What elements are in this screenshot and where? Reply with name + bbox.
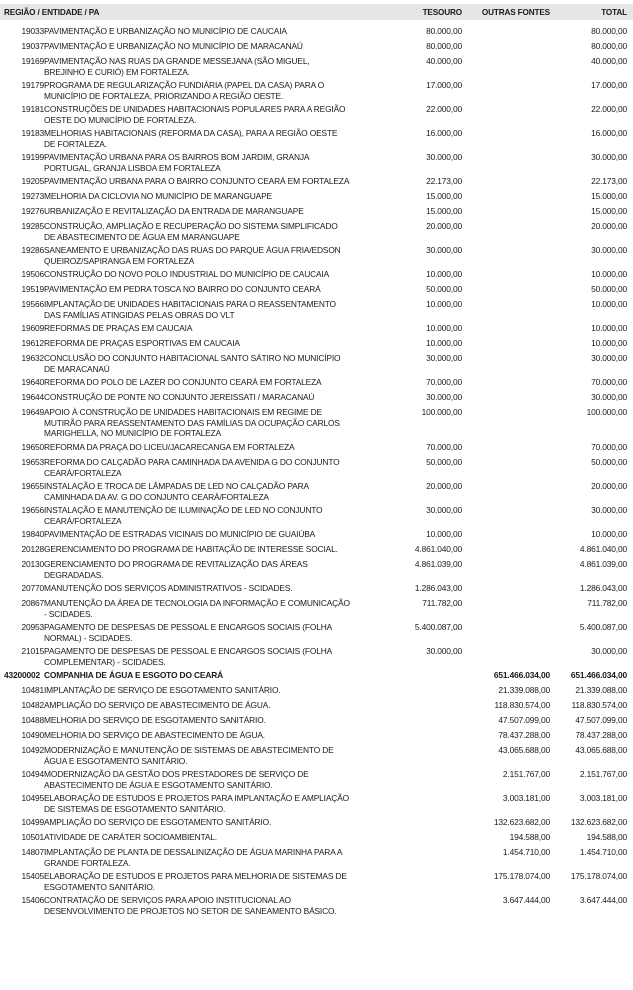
row-total-value: 118.830.574,00 xyxy=(571,700,627,710)
row-tesouro-value: 10.000,00 xyxy=(426,323,462,333)
row-tesouro-value: 30.000,00 xyxy=(426,505,462,515)
table-row xyxy=(0,622,633,646)
table-row xyxy=(0,895,633,919)
row-outras-fontes-value: 78.437.288,00 xyxy=(498,730,550,740)
table-row xyxy=(0,56,633,80)
row-total-value: 43.065.688,00 xyxy=(575,745,627,755)
row-description: AMPLIAÇÃO DO SERVIÇO DE ESGOTAMENTO SANITÁRIO. xyxy=(44,817,272,827)
row-description: AMPLIAÇÃO DO SERVIÇO DE ABASTECIMENTO DE ÁGUA. xyxy=(44,700,271,710)
row-tesouro-value: 70.000,00 xyxy=(426,442,462,452)
header-total: TOTAL xyxy=(601,8,627,17)
row-code: 10494 xyxy=(21,769,44,779)
row-description: IMPLANTAÇÃO DE UNIDADES HABITACIONAIS PARA O REASSENTAMENTO DAS FAMÍLIAS ATINGIDAS PELAS OBRAS DO VLT xyxy=(44,299,336,320)
table-row xyxy=(0,793,633,817)
row-description: GERENCIAMENTO DO PROGRAMA DE HABITAÇÃO DE INTERESSE SOCIAL. xyxy=(44,544,338,554)
row-code: 10488 xyxy=(21,715,44,725)
row-tesouro-value: 15.000,00 xyxy=(426,191,462,201)
row-code: 15405 xyxy=(21,871,44,881)
header-outras-fontes: OUTRAS FONTES xyxy=(481,8,550,17)
row-total-value: 30.000,00 xyxy=(591,505,627,515)
row-description: MANUTENÇÃO DA ÁREA DE TECNOLOGIA DA INFORMAÇÃO E COMUNICAÇÃO - SCIDADES. xyxy=(44,598,350,619)
row-description: PAVIMENTAÇÃO NAS RUAS DA GRANDE MESSEJANA (SÃO MIGUEL, BREJINHO E CURIÓ) EM FORTALEZA. xyxy=(44,56,310,77)
row-total-value: 3.003.181,00 xyxy=(579,793,627,803)
row-code: 19840 xyxy=(21,529,44,539)
table-row xyxy=(0,128,633,152)
row-tesouro-value: 100.000,00 xyxy=(421,407,462,417)
table-row xyxy=(0,353,633,377)
row-description: REFORMA DE PRAÇAS ESPORTIVAS EM CAUCAIA xyxy=(44,338,240,348)
row-description: REFORMA DO CALÇADÃO PARA CAMINHADA DA AVENIDA G DO CONJUNTO CEARÁ/FORTALEZA xyxy=(44,457,340,478)
row-description: PAVIMENTAÇÃO E URBANIZAÇÃO NO MUNICÍPIO DE MARACANAÚ xyxy=(44,41,303,51)
row-code: 19276 xyxy=(21,206,44,216)
row-tesouro-value: 80.000,00 xyxy=(426,41,462,51)
row-total-value: 30.000,00 xyxy=(591,353,627,363)
row-total-value: 20.000,00 xyxy=(591,221,627,231)
table-row xyxy=(0,715,633,730)
row-total-value: 80.000,00 xyxy=(591,26,627,36)
row-code: 10492 xyxy=(21,745,44,755)
row-description: SANEAMENTO E URBANIZAÇÃO DAS RUAS DO PARQUE ÁGUA FRIA/EDSON QUEIROZ/SAPIRANGA EM FORTALEZA xyxy=(44,245,341,266)
row-description: ATIVIDADE DE CARÁTER SOCIOAMBIENTAL. xyxy=(44,832,217,842)
row-outras-fontes-value: 132.623.682,00 xyxy=(493,817,550,827)
row-outras-fontes-value: 175.178.074,00 xyxy=(493,871,550,881)
row-tesouro-value: 10.000,00 xyxy=(426,299,462,309)
row-tesouro-value: 30.000,00 xyxy=(426,392,462,402)
row-outras-fontes-value: 3.647.444,00 xyxy=(502,895,550,905)
row-code: 10482 xyxy=(21,700,44,710)
row-total-value: 1.286.043,00 xyxy=(579,583,627,593)
row-total-value: 15.000,00 xyxy=(591,191,627,201)
row-description: PAVIMENTAÇÃO DE ESTRADAS VICINAIS DO MUNICÍPIO DE GUAIÚBA xyxy=(44,529,316,539)
row-description: APOIO À CONSTRUÇÃO DE UNIDADES HABITACIONAIS EM REGIME DE MUTIRÃO PARA REASSENTAMENTO DAS FAMÍLIAS DA OCUPAÇÃO CARLOS MARIGHELLA, NO MUNICÍPIO DE FORTALEZA xyxy=(44,407,340,439)
row-tesouro-value: 1.286.043,00 xyxy=(414,583,462,593)
row-description: PAVIMENTAÇÃO URBANA PARA O BAIRRO CONJUNTO CEARÁ EM FORTALEZA xyxy=(44,176,350,186)
table-row xyxy=(0,299,633,323)
row-tesouro-value: 20.000,00 xyxy=(426,481,462,491)
row-outras-fontes-value: 43.065.688,00 xyxy=(498,745,550,755)
row-total-value: 10.000,00 xyxy=(591,323,627,333)
row-outras-fontes-value: 3.003.181,00 xyxy=(502,793,550,803)
row-outras-fontes-value: 47.507.099,00 xyxy=(498,715,550,725)
table-row xyxy=(0,392,633,407)
row-tesouro-value: 30.000,00 xyxy=(426,646,462,656)
row-total-value: 30.000,00 xyxy=(591,392,627,402)
row-tesouro-value: 16.000,00 xyxy=(426,128,462,138)
row-total-value: 50.000,00 xyxy=(591,457,627,467)
row-total-value: 5.400.087,00 xyxy=(579,622,627,632)
table-row xyxy=(0,583,633,598)
row-description: CONSTRUÇÃO DE PONTE NO CONJUNTO JEREISSATI / MARACANAÚ xyxy=(44,392,315,402)
table-row xyxy=(0,323,633,338)
row-total-value: 711.782,00 xyxy=(587,598,627,608)
row-description: COMPANHIA DE ÁGUA E ESGOTO DO CEARÁ xyxy=(44,670,224,680)
row-total-value: 22.173,00 xyxy=(591,176,627,186)
row-total-value: 30.000,00 xyxy=(591,245,627,255)
row-code: 10499 xyxy=(21,817,44,827)
row-code: 19037 xyxy=(21,41,44,51)
row-code: 19199 xyxy=(21,152,44,162)
row-description: MANUTENÇÃO DOS SERVIÇOS ADMINISTRATIVOS - SCIDADES. xyxy=(44,583,293,593)
row-code: 10501 xyxy=(21,832,44,842)
row-total-value: 3.647.444,00 xyxy=(579,895,627,905)
row-code: 19653 xyxy=(21,457,44,467)
table-row xyxy=(0,442,633,457)
table-row xyxy=(0,745,633,769)
table-row xyxy=(0,221,633,245)
row-total-value: 78.437.288,00 xyxy=(575,730,627,740)
row-code: 14807 xyxy=(21,847,44,857)
row-code: 19650 xyxy=(21,442,44,452)
row-description: MELHORIA DA CICLOVIA NO MUNICÍPIO DE MARANGUAPE xyxy=(44,191,272,201)
row-outras-fontes-value: 21.339.088,00 xyxy=(498,685,550,695)
row-description: CONCLUSÃO DO CONJUNTO HABITACIONAL SANTO SÁTIRO NO MUNICÍPIO DE MARACANAÚ xyxy=(44,353,341,374)
row-total-value: 4.861.040,00 xyxy=(579,544,627,554)
row-total-value: 132.623.682,00 xyxy=(570,817,627,827)
table-row xyxy=(0,338,633,353)
table-row xyxy=(0,529,633,544)
table-row xyxy=(0,284,633,299)
row-tesouro-value: 30.000,00 xyxy=(426,353,462,363)
row-total-value: 10.000,00 xyxy=(591,269,627,279)
table-row xyxy=(0,598,633,622)
row-description: CONTRATAÇÃO DE SERVIÇOS PARA APOIO INSTITUCIONAL AO DESENVOLVIMENTO DE PROJETOS NO SETOR DE SANEAMENTO BÁSICO. xyxy=(44,895,337,916)
row-code: 19644 xyxy=(21,392,44,402)
table-header xyxy=(0,4,633,20)
row-total-value: 70.000,00 xyxy=(591,442,627,452)
row-code: 19656 xyxy=(21,505,44,515)
row-code: 19273 xyxy=(21,191,44,201)
row-description: IMPLANTAÇÃO DE PLANTA DE DESSALINIZAÇÃO DE ÁGUA MARINHA PARA A GRANDE FORTALEZA. xyxy=(44,847,342,868)
table-row xyxy=(0,730,633,745)
row-description: INSTALAÇÃO E MANUTENÇÃO DE ILUMINAÇÃO DE LED NO CONJUNTO CEARÁ/FORTALEZA xyxy=(44,505,323,526)
row-code: 10481 xyxy=(21,685,44,695)
row-code: 20130 xyxy=(21,559,44,569)
row-total-value: 2.151.767,00 xyxy=(579,769,627,779)
row-description: GERENCIAMENTO DO PROGRAMA DE REVITALIZAÇÃO DAS ÁREAS DEGRADADAS. xyxy=(44,559,308,580)
table-row xyxy=(0,700,633,715)
row-tesouro-value: 10.000,00 xyxy=(426,269,462,279)
row-total-value: 10.000,00 xyxy=(591,338,627,348)
row-code: 20953 xyxy=(21,622,44,632)
table-row xyxy=(0,646,633,670)
row-code: 19286 xyxy=(21,245,44,255)
table-row xyxy=(0,817,633,832)
row-tesouro-value: 30.000,00 xyxy=(426,245,462,255)
row-description: CONSTRUÇÕES DE UNIDADES HABITACIONAIS POPULARES PARA A REGIÃO OESTE DO MUNICÍPIO DE FORTALEZA. xyxy=(44,104,346,125)
row-total-value: 80.000,00 xyxy=(591,41,627,51)
row-total-value: 651.466.034,00 xyxy=(570,670,627,680)
row-tesouro-value: 5.400.087,00 xyxy=(414,622,462,632)
row-code: 20128 xyxy=(21,544,44,554)
row-total-value: 15.000,00 xyxy=(591,206,627,216)
row-description: REFORMA DO POLO DE LAZER DO CONJUNTO CEARÁ EM FORTALEZA xyxy=(44,377,322,387)
row-total-value: 22.000,00 xyxy=(591,104,627,114)
table-row xyxy=(0,871,633,895)
row-tesouro-value: 15.000,00 xyxy=(426,206,462,216)
row-outras-fontes-value: 651.466.034,00 xyxy=(493,670,550,680)
table-row xyxy=(0,245,633,269)
table-row xyxy=(0,80,633,104)
row-code: 19609 xyxy=(21,323,44,333)
row-outras-fontes-value: 118.830.574,00 xyxy=(494,700,550,710)
table-row xyxy=(0,481,633,505)
row-total-value: 16.000,00 xyxy=(591,128,627,138)
row-tesouro-value: 40.000,00 xyxy=(426,56,462,66)
row-code: 19649 xyxy=(21,407,44,417)
row-tesouro-value: 30.000,00 xyxy=(426,152,462,162)
table-row xyxy=(0,377,633,392)
row-code: 19640 xyxy=(21,377,44,387)
row-code: 19169 xyxy=(21,56,44,66)
row-description: CONSTRUÇÃO, AMPLIAÇÃO E RECUPERAÇÃO DO SISTEMA SIMPLIFICADO DE ABASTECIMENTO DE ÁGUA EM MARANGUAPE xyxy=(44,221,338,242)
row-total-value: 175.178.074,00 xyxy=(570,871,627,881)
row-total-value: 4.861.039,00 xyxy=(579,559,627,569)
header-tesouro: TESOURO xyxy=(422,8,462,17)
row-tesouro-value: 22.000,00 xyxy=(426,104,462,114)
table-row xyxy=(0,176,633,191)
row-description: MODERNIZAÇÃO E MANUTENÇÃO DE SISTEMAS DE ABASTECIMENTO DE ÁGUA E ESGOTAMENTO SANITÁRIO. xyxy=(44,745,334,766)
table-row xyxy=(0,847,633,871)
row-outras-fontes-value: 1.454.710,00 xyxy=(502,847,550,857)
table-row xyxy=(0,104,633,128)
row-total-value: 1.454.710,00 xyxy=(579,847,627,857)
row-total-value: 70.000,00 xyxy=(591,377,627,387)
row-code: 21015 xyxy=(21,646,44,656)
row-total-value: 50.000,00 xyxy=(591,284,627,294)
row-total-value: 17.000,00 xyxy=(591,80,627,90)
row-code: 19179 xyxy=(21,80,44,90)
row-description: PAGAMENTO DE DESPESAS DE PESSOAL E ENCARGOS SOCIAIS (FOLHA NORMAL) - SCIDADES. xyxy=(44,622,332,643)
row-tesouro-value: 4.861.040,00 xyxy=(414,544,462,554)
row-description: REFORMAS DE PRAÇAS EM CAUCAIA xyxy=(44,323,193,333)
row-tesouro-value: 50.000,00 xyxy=(426,284,462,294)
row-tesouro-value: 50.000,00 xyxy=(426,457,462,467)
table-row xyxy=(0,505,633,529)
table-row xyxy=(0,559,633,583)
table-row xyxy=(0,152,633,176)
row-tesouro-value: 711.782,00 xyxy=(422,598,462,608)
row-tesouro-value: 70.000,00 xyxy=(426,377,462,387)
table-body xyxy=(0,26,633,919)
row-code: 20867 xyxy=(21,598,44,608)
table-row xyxy=(0,407,633,442)
row-code: 19632 xyxy=(21,353,44,363)
row-total-value: 47.507.099,00 xyxy=(575,715,627,725)
row-description: INSTALAÇÃO E TROCA DE LÂMPADAS DE LED NO CALÇADÃO PARA CAMINHADA DA AV. G DO CONJUNTO CEARÁ/FORTALEZA xyxy=(44,481,309,502)
row-description: MELHORIA DO SERVIÇO DE ABASTECIMENTO DE ÁGUA. xyxy=(44,730,265,740)
row-code: 19205 xyxy=(21,176,44,186)
row-total-value: 21.339.088,00 xyxy=(575,685,627,695)
row-description: PAVIMENTAÇÃO E URBANIZAÇÃO NO MUNICÍPIO DE CAUCAIA xyxy=(44,26,287,36)
row-total-value: 40.000,00 xyxy=(591,56,627,66)
row-total-value: 30.000,00 xyxy=(591,646,627,656)
table-row xyxy=(0,191,633,206)
row-total-value: 100.000,00 xyxy=(586,407,627,417)
row-description: ELABORAÇÃO DE ESTUDOS E PROJETOS PARA IMPLANTAÇÃO E AMPLIAÇÃO DE SISTEMAS DE ESGOTAMENTO SANITÁRIO. xyxy=(44,793,349,814)
row-code: 19181 xyxy=(21,104,44,114)
row-code: 19285 xyxy=(21,221,44,231)
row-outras-fontes-value: 194.588,00 xyxy=(509,832,550,842)
row-total-value: 194.588,00 xyxy=(586,832,627,842)
row-description: MELHORIA DO SERVIÇO DE ESGOTAMENTO SANITÁRIO. xyxy=(44,715,266,725)
row-description: MODERNIZAÇÃO DA GESTÃO DOS PRESTADORES DE SERVIÇO DE ABASTECIMENTO DE ÁGUA E ESGOTAMENTO SANITÁRIO. xyxy=(44,769,309,790)
row-total-value: 10.000,00 xyxy=(591,529,627,539)
table-row xyxy=(0,26,633,41)
row-code: 19033 xyxy=(21,26,44,36)
table-row xyxy=(0,685,633,700)
header-region: REGIÃO / ENTIDADE / PA xyxy=(4,8,100,17)
table-row xyxy=(0,457,633,481)
row-code: 10495 xyxy=(21,793,44,803)
row-code: 20770 xyxy=(21,583,44,593)
row-description: IMPLANTAÇÃO DE SERVIÇO DE ESGOTAMENTO SANITÁRIO. xyxy=(44,685,281,695)
row-code: 19655 xyxy=(21,481,44,491)
row-total-value: 30.000,00 xyxy=(591,152,627,162)
row-tesouro-value: 4.861.039,00 xyxy=(414,559,462,569)
row-outras-fontes-value: 2.151.767,00 xyxy=(502,769,550,779)
row-description: MELHORIAS HABITACIONAIS (REFORMA DA CASA), PARA A REGIÃO OESTE DE FORTALEZA. xyxy=(44,128,338,149)
row-description: PAVIMENTAÇÃO URBANA PARA OS BAIRROS BOM JARDIM, GRANJA PORTUGAL, GRANJA LISBOA EM FORTALEZA xyxy=(44,152,309,173)
row-code: 43200002 xyxy=(4,670,41,680)
table-row xyxy=(0,269,633,284)
row-code: 15406 xyxy=(21,895,44,905)
row-tesouro-value: 80.000,00 xyxy=(426,26,462,36)
row-tesouro-value: 22.173,00 xyxy=(426,176,462,186)
row-description: PROGRAMA DE REGULARIZAÇÃO FUNDIÁRIA (PAPEL DA CASA) PARA O MUNICÍPIO DE FORTALEZA, PRIORIZANDO A REGIÃO OESTE. xyxy=(44,80,325,101)
row-total-value: 20.000,00 xyxy=(591,481,627,491)
entity-row xyxy=(0,670,633,685)
row-code: 10490 xyxy=(21,730,44,740)
row-total-value: 10.000,00 xyxy=(591,299,627,309)
table-row xyxy=(0,832,633,847)
row-description: URBANIZAÇÃO E REVITALIZAÇÃO DA ENTRADA DE MARANGUAPE xyxy=(44,206,304,216)
row-tesouro-value: 17.000,00 xyxy=(426,80,462,90)
row-code: 19506 xyxy=(21,269,44,279)
table-row xyxy=(0,41,633,56)
row-code: 19519 xyxy=(21,284,44,294)
row-tesouro-value: 10.000,00 xyxy=(426,338,462,348)
row-description: REFORMA DA PRAÇA DO LICEU/JACARECANGA EM FORTALEZA xyxy=(44,442,295,452)
row-code: 19566 xyxy=(21,299,44,309)
row-description: CONSTRUÇÃO DO NOVO POLO INDUSTRIAL DO MUNICÍPIO DE CAUCAIA xyxy=(44,269,330,279)
row-description: ELABORAÇÃO DE ESTUDOS E PROJETOS PARA MELHORIA DE SISTEMAS DE ESGOTAMENTO SANITÁRIO. xyxy=(44,871,347,892)
row-description: PAVIMENTAÇÃO EM PEDRA TOSCA NO BAIRRO DO CONJUNTO CEARÁ xyxy=(44,284,321,294)
table-row xyxy=(0,206,633,221)
row-description: PAGAMENTO DE DESPESAS DE PESSOAL E ENCARGOS SOCIAIS (FOLHA COMPLEMENTAR) - SCIDADES. xyxy=(44,646,332,667)
table-row xyxy=(0,544,633,559)
row-tesouro-value: 10.000,00 xyxy=(426,529,462,539)
table-row xyxy=(0,769,633,793)
row-code: 19612 xyxy=(21,338,44,348)
row-tesouro-value: 20.000,00 xyxy=(426,221,462,231)
row-code: 19183 xyxy=(21,128,44,138)
